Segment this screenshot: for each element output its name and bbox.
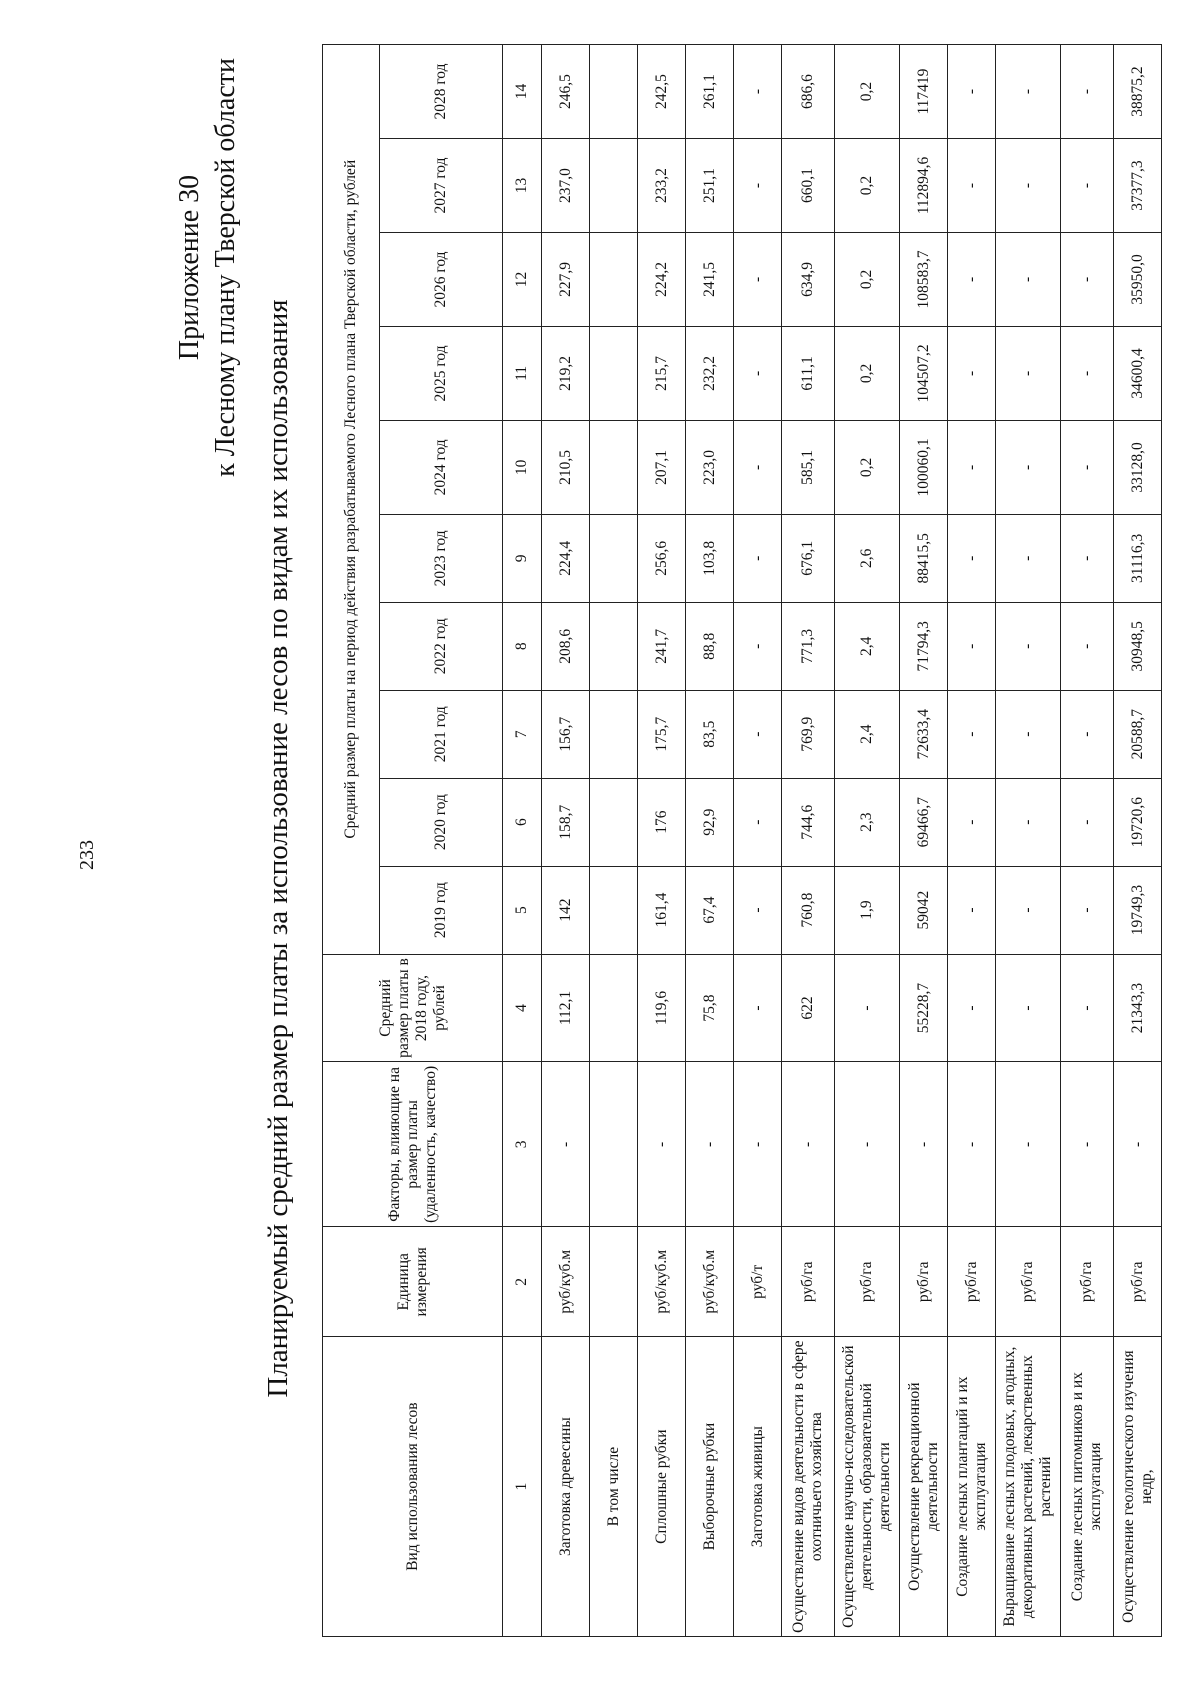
column-number: 13: [503, 139, 542, 233]
appendix-line-2: к Лесному плану Тверской области: [210, 58, 241, 477]
cell-year-value: 634,9: [782, 232, 835, 326]
cell-year-value: -: [1061, 139, 1114, 233]
column-number: 12: [503, 232, 542, 326]
cell-year-value: -: [948, 139, 996, 233]
header-year: 2023 год: [380, 514, 503, 602]
cell-year-value: 30948,5: [1114, 602, 1162, 690]
cell-year-value: 242,5: [638, 45, 686, 139]
cell-year-value: 2,3: [835, 778, 900, 866]
cell-year-value: [590, 514, 638, 602]
header-year: 2025 год: [380, 326, 503, 420]
column-number: 5: [503, 866, 542, 954]
cell-year-value: [590, 420, 638, 514]
header-year: 2026 год: [380, 232, 503, 326]
cell-year-value: 103,8: [686, 514, 734, 602]
cell-year-value: -: [734, 866, 782, 954]
cell-year-value: -: [996, 778, 1061, 866]
cell-year-value: -: [734, 420, 782, 514]
document-title: Планируемый средний размер платы за использование лесов по видам их использования: [262, 299, 294, 1398]
fees-table: [322, 44, 1162, 1637]
cell-unit: [590, 1227, 638, 1337]
cell-year-value: 37377,3: [1114, 139, 1162, 233]
cell-factor: -: [734, 1062, 782, 1227]
cell-year-value: -: [1061, 514, 1114, 602]
cell-avg-2018: 75,8: [686, 954, 734, 1062]
cell-year-value: 251,1: [686, 139, 734, 233]
cell-year-value: 69466,7: [900, 778, 948, 866]
cell-year-value: -: [996, 232, 1061, 326]
cell-year-value: 224,2: [638, 232, 686, 326]
cell-year-value: 83,5: [686, 690, 734, 778]
table-row: [900, 45, 948, 1637]
cell-unit: руб/га: [1061, 1227, 1114, 1337]
cell-year-value: 104507,2: [900, 326, 948, 420]
cell-year-value: 208,6: [542, 602, 590, 690]
cell-year-value: 2,4: [835, 602, 900, 690]
cell-year-value: -: [1061, 866, 1114, 954]
cell-year-value: [590, 232, 638, 326]
cell-kind: Осуществление геологического изучения недр,: [1114, 1337, 1162, 1637]
cell-year-value: 261,1: [686, 45, 734, 139]
cell-year-value: 0,2: [835, 139, 900, 233]
cell-year-value: -: [734, 139, 782, 233]
cell-year-value: 38875,2: [1114, 45, 1162, 139]
cell-unit: руб/га: [1114, 1227, 1162, 1337]
cell-year-value: 0,2: [835, 232, 900, 326]
cell-year-value: 676,1: [782, 514, 835, 602]
cell-factor: -: [900, 1062, 948, 1227]
cell-factor: -: [835, 1062, 900, 1227]
cell-year-value: 59042: [900, 866, 948, 954]
column-number: 14: [503, 45, 542, 139]
cell-year-value: -: [948, 866, 996, 954]
cell-year-value: -: [948, 232, 996, 326]
table-row: [686, 45, 734, 1637]
cell-year-value: [590, 139, 638, 233]
cell-year-value: 2,6: [835, 514, 900, 602]
cell-year-value: 19749,3: [1114, 866, 1162, 954]
cell-year-value: 71794,3: [900, 602, 948, 690]
table-row: [638, 45, 686, 1637]
cell-avg-2018: [590, 954, 638, 1062]
header-year: 2024 год: [380, 420, 503, 514]
cell-year-value: 156,7: [542, 690, 590, 778]
cell-factor: -: [1114, 1062, 1162, 1227]
cell-year-value: 31116,3: [1114, 514, 1162, 602]
header-year: 2021 год: [380, 690, 503, 778]
rotated-page-content: [150, 0, 1200, 1697]
table-row: [782, 45, 835, 1637]
cell-year-value: 33128,0: [1114, 420, 1162, 514]
cell-year-value: -: [948, 602, 996, 690]
header-kind: Вид использования лесов: [323, 1337, 503, 1637]
cell-year-value: 34600,4: [1114, 326, 1162, 420]
cell-year-value: 233,2: [638, 139, 686, 233]
cell-year-value: -: [996, 602, 1061, 690]
cell-year-value: 210,5: [542, 420, 590, 514]
cell-year-value: 158,7: [542, 778, 590, 866]
cell-kind: Осуществление видов деятельности в сфере охотничьего хозяйства: [782, 1337, 835, 1637]
cell-unit: руб/куб.м: [686, 1227, 734, 1337]
cell-year-value: 686,6: [782, 45, 835, 139]
cell-avg-2018: 21343,3: [1114, 954, 1162, 1062]
column-number: 1: [503, 1337, 542, 1637]
header-row-1: [323, 45, 380, 1637]
cell-year-value: -: [948, 326, 996, 420]
cell-factor: -: [948, 1062, 996, 1227]
cell-year-value: 92,9: [686, 778, 734, 866]
cell-year-value: -: [948, 690, 996, 778]
cell-year-value: -: [1061, 602, 1114, 690]
cell-kind: Осуществление научно-исследовательской деятельности, образовательной деятельности: [835, 1337, 900, 1637]
cell-year-value: -: [734, 514, 782, 602]
table-row: [948, 45, 996, 1637]
column-number: 7: [503, 690, 542, 778]
cell-unit: руб/куб.м: [542, 1227, 590, 1337]
cell-avg-2018: -: [1061, 954, 1114, 1062]
cell-year-value: [590, 45, 638, 139]
cell-year-value: 35950,0: [1114, 232, 1162, 326]
cell-year-value: [590, 690, 638, 778]
cell-factor: -: [996, 1062, 1061, 1227]
column-number: 6: [503, 778, 542, 866]
cell-year-value: [590, 866, 638, 954]
cell-year-value: 215,7: [638, 326, 686, 420]
appendix-line-1: Приложение 30: [174, 174, 205, 361]
cell-year-value: 112894,6: [900, 139, 948, 233]
cell-avg-2018: 112,1: [542, 954, 590, 1062]
cell-avg-2018: -: [948, 954, 996, 1062]
cell-year-value: 20588,7: [1114, 690, 1162, 778]
column-number: 2: [503, 1227, 542, 1337]
cell-year-value: -: [1061, 326, 1114, 420]
cell-factor: -: [782, 1062, 835, 1227]
cell-kind: Создание лесных питомников и их эксплуатация: [1061, 1337, 1114, 1637]
cell-year-value: 2,4: [835, 690, 900, 778]
cell-year-value: 72633,4: [900, 690, 948, 778]
header-unit: Единица измерения: [323, 1227, 503, 1337]
cell-unit: руб/га: [900, 1227, 948, 1337]
cell-year-value: 207,1: [638, 420, 686, 514]
cell-year-value: 769,9: [782, 690, 835, 778]
header-year: 2019 год: [380, 866, 503, 954]
cell-year-value: 744,6: [782, 778, 835, 866]
cell-year-value: 246,5: [542, 45, 590, 139]
cell-year-value: -: [734, 45, 782, 139]
cell-year-value: 175,7: [638, 690, 686, 778]
cell-year-value: 237,0: [542, 139, 590, 233]
header-factors: Факторы, влияющие на размер платы (удаленность, качество): [323, 1062, 503, 1227]
cell-year-value: 0,2: [835, 420, 900, 514]
cell-year-value: 117419: [900, 45, 948, 139]
cell-year-value: -: [734, 326, 782, 420]
cell-year-value: 176: [638, 778, 686, 866]
cell-avg-2018: 622: [782, 954, 835, 1062]
cell-year-value: -: [1061, 45, 1114, 139]
cell-unit: руб/куб.м: [638, 1227, 686, 1337]
table-row: [542, 45, 590, 1637]
cell-year-value: -: [996, 866, 1061, 954]
cell-factor: -: [1061, 1062, 1114, 1227]
cell-year-value: 660,1: [782, 139, 835, 233]
cell-year-value: 223,0: [686, 420, 734, 514]
cell-avg-2018: -: [835, 954, 900, 1062]
cell-year-value: 585,1: [782, 420, 835, 514]
cell-year-value: 224,4: [542, 514, 590, 602]
cell-year-value: 0,2: [835, 45, 900, 139]
cell-year-value: -: [948, 45, 996, 139]
cell-year-value: 161,4: [638, 866, 686, 954]
cell-year-value: 241,7: [638, 602, 686, 690]
cell-year-value: -: [1061, 778, 1114, 866]
table-row: [835, 45, 900, 1637]
column-number: 8: [503, 602, 542, 690]
cell-avg-2018: -: [734, 954, 782, 1062]
cell-year-value: 100060,1: [900, 420, 948, 514]
cell-year-value: -: [948, 778, 996, 866]
column-numbers-row: [503, 45, 542, 1637]
column-number: 4: [503, 954, 542, 1062]
column-number: 10: [503, 420, 542, 514]
cell-year-value: -: [996, 690, 1061, 778]
cell-kind: Выборочные рубки: [686, 1337, 734, 1637]
cell-unit: руб/га: [782, 1227, 835, 1337]
cell-year-value: 67,4: [686, 866, 734, 954]
cell-kind: Осуществление рекреационной деятельности: [900, 1337, 948, 1637]
cell-kind: Выращивание лесных плодовых, ягодных, декоративных растений, лекарственных растений: [996, 1337, 1061, 1637]
cell-year-value: [590, 602, 638, 690]
cell-year-value: 232,2: [686, 326, 734, 420]
table-row: [734, 45, 782, 1637]
cell-year-value: 108583,7: [900, 232, 948, 326]
header-avg-2018: Средний размер платы в 2018 году, рублей: [323, 954, 503, 1062]
column-number: 11: [503, 326, 542, 420]
cell-avg-2018: 55228,7: [900, 954, 948, 1062]
cell-unit: руб/т: [734, 1227, 782, 1337]
cell-year-value: -: [996, 514, 1061, 602]
cell-avg-2018: 119,6: [638, 954, 686, 1062]
cell-kind: В том числе: [590, 1337, 638, 1637]
cell-year-value: -: [1061, 690, 1114, 778]
cell-year-value: -: [996, 45, 1061, 139]
table-row: [590, 45, 638, 1637]
cell-year-value: 19720,6: [1114, 778, 1162, 866]
cell-year-value: 227,9: [542, 232, 590, 326]
cell-kind: Заготовка живицы: [734, 1337, 782, 1637]
table-row: [1114, 45, 1162, 1637]
cell-year-value: 611,1: [782, 326, 835, 420]
cell-unit: руб/га: [948, 1227, 996, 1337]
cell-year-value: -: [734, 690, 782, 778]
cell-year-value: -: [734, 778, 782, 866]
cell-year-value: 1,9: [835, 866, 900, 954]
cell-year-value: 88,8: [686, 602, 734, 690]
cell-kind: Сплошные рубки: [638, 1337, 686, 1637]
table-row: [1061, 45, 1114, 1637]
cell-kind: Заготовка древесины: [542, 1337, 590, 1637]
column-number: 9: [503, 514, 542, 602]
cell-year-value: [590, 778, 638, 866]
cell-factor: -: [638, 1062, 686, 1227]
cell-year-value: 241,5: [686, 232, 734, 326]
cell-year-value: -: [1061, 232, 1114, 326]
header-period: Средний размер платы на период действия разрабатываемого Лесного плана Тверской области, рублей: [323, 45, 380, 955]
appendix-header: [172, 58, 244, 477]
cell-year-value: 771,3: [782, 602, 835, 690]
cell-year-value: -: [948, 420, 996, 514]
cell-year-value: [590, 326, 638, 420]
cell-year-value: 760,8: [782, 866, 835, 954]
cell-year-value: -: [996, 420, 1061, 514]
cell-factor: -: [542, 1062, 590, 1227]
header-year: 2022 год: [380, 602, 503, 690]
table-row: [996, 45, 1061, 1637]
cell-year-value: 88415,5: [900, 514, 948, 602]
cell-year-value: 142: [542, 866, 590, 954]
cell-kind: Создание лесных плантаций и их эксплуатация: [948, 1337, 996, 1637]
cell-unit: руб/га: [996, 1227, 1061, 1337]
cell-year-value: 256,6: [638, 514, 686, 602]
cell-year-value: -: [734, 602, 782, 690]
cell-year-value: -: [996, 326, 1061, 420]
cell-unit: руб/га: [835, 1227, 900, 1337]
cell-year-value: -: [1061, 420, 1114, 514]
cell-factor: [590, 1062, 638, 1227]
cell-avg-2018: -: [996, 954, 1061, 1062]
column-number: 3: [503, 1062, 542, 1227]
header-year: 2027 год: [380, 139, 503, 233]
cell-year-value: -: [996, 139, 1061, 233]
cell-year-value: -: [734, 232, 782, 326]
cell-year-value: 0,2: [835, 326, 900, 420]
header-year: 2028 год: [380, 45, 503, 139]
cell-year-value: -: [948, 514, 996, 602]
page-number: 233: [76, 840, 98, 870]
cell-factor: -: [686, 1062, 734, 1227]
header-year: 2020 год: [380, 778, 503, 866]
cell-year-value: 219,2: [542, 326, 590, 420]
